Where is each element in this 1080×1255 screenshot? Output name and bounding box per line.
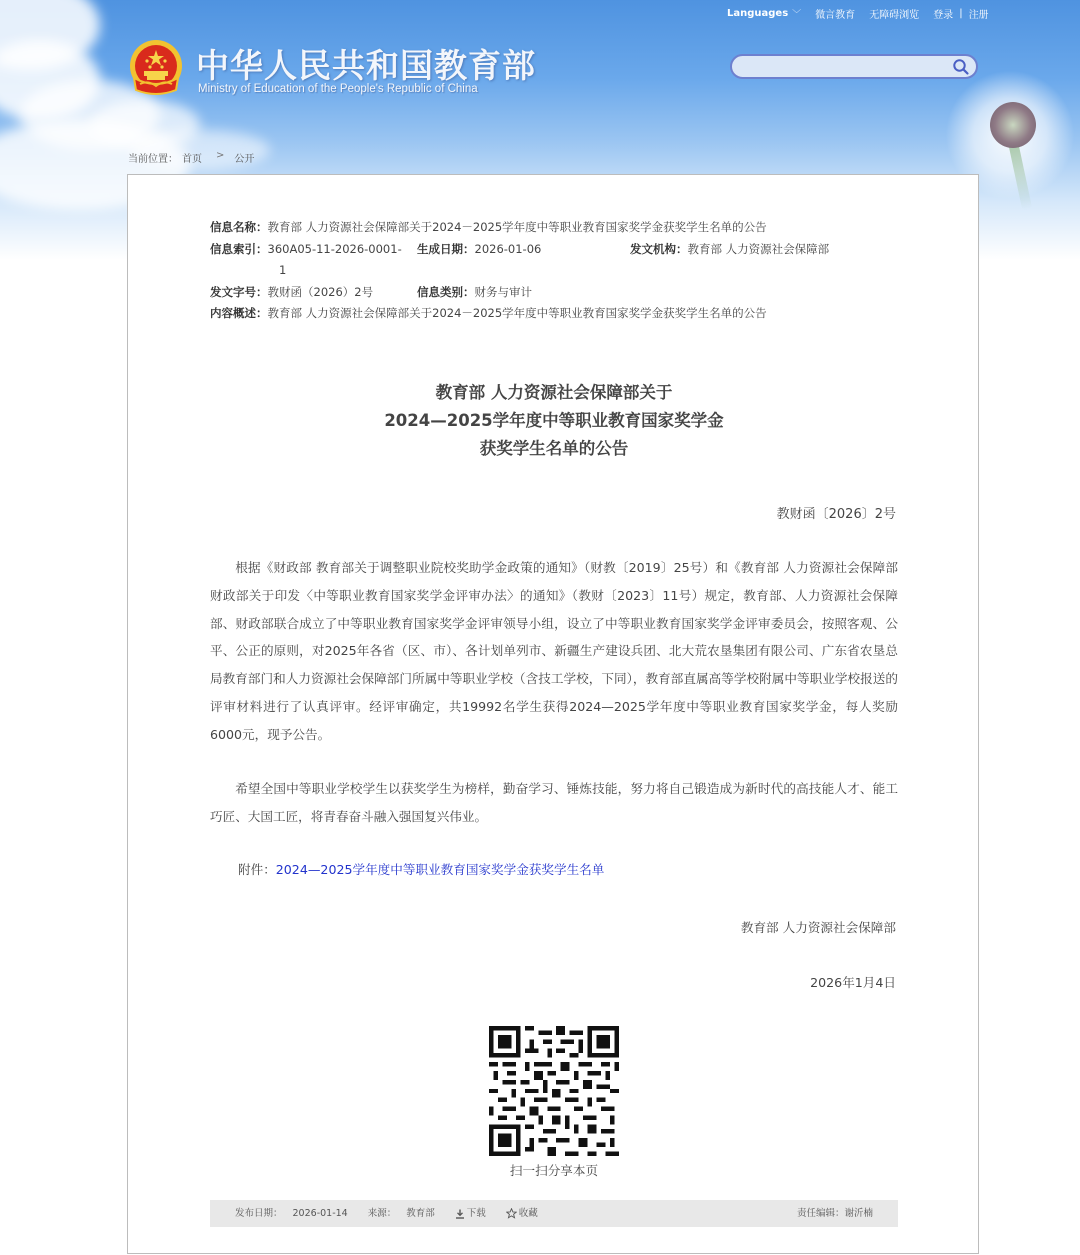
document-number: 教财函〔2026〕2号: [776, 507, 896, 522]
meta-summary-value: 教育部 人力资源社会保障部关于2024－2025学年度中等职业教育国家奖学金获奖学生名单的公告: [267, 306, 767, 320]
editor-label: 责任编辑：: [796, 1208, 845, 1219]
source-value: 教育部: [406, 1208, 435, 1219]
link-separator: |: [959, 8, 963, 19]
favorite-button[interactable]: [506, 1200, 548, 1227]
download-label: 下载: [466, 1208, 486, 1219]
title-line: 2024—2025学年度中等职业教育国家奖学金: [384, 411, 724, 430]
meta-name-value: 教育部 人力资源社会保障部关于2024－2025学年度中等职业教育国家奖学金获奖学生名单的公告: [267, 220, 767, 234]
breadcrumb: [128, 150, 258, 165]
qr-caption: 扫一扫分享本页: [509, 1163, 599, 1178]
search-box: [730, 54, 978, 79]
publish-date: 2026-01-14: [292, 1208, 348, 1219]
meta-issuer-label: 发文机构：: [630, 241, 688, 256]
info-metadata: [210, 217, 910, 325]
breadcrumb-label: 当前位置：: [128, 154, 178, 165]
document-signer: 教育部 人力资源社会保障部: [740, 920, 896, 935]
document-sign-date: 2026年1月4日: [810, 975, 896, 990]
meta-row-docno: [210, 282, 910, 304]
register-link[interactable]: 注册: [968, 10, 989, 21]
search-icon[interactable]: [952, 58, 970, 76]
meta-name-label: 信息名称：: [210, 220, 268, 234]
meta-row-index-cont: [210, 260, 910, 282]
meta-index-label: 信息索引：: [210, 241, 268, 256]
meta-docno-label: 发文字号：: [210, 284, 268, 299]
body-paragraph: 希望全国中等职业学校学生以获奖学生为榜样，勤奋学习、锤炼技能，努力将自己锻造成为新时代的高技能人才、能工巧匠、大国工匠，将青春奋斗融入强国复兴伟业。: [210, 781, 898, 824]
meta-row-summary: [210, 303, 910, 325]
article-footer: [210, 1200, 898, 1227]
breadcrumb-public[interactable]: 公开: [234, 154, 255, 165]
publish-date-label: 发布日期：: [235, 1208, 283, 1219]
meta-category-label: 信息类别：: [417, 284, 475, 299]
meta-summary-label: 内容概述：: [210, 306, 268, 320]
search-input[interactable]: [742, 58, 942, 76]
attachment-label: 附件：: [238, 862, 276, 877]
attachment: [238, 859, 604, 878]
languages-menu[interactable]: Languages: [727, 8, 789, 19]
meta-issuer-value: 教育部 人力资源社会保障部: [687, 241, 830, 256]
body-paragraph: 根据《财政部 教育部关于调整职业院校奖助学金政策的通知》（财教〔2019〕25号）和《教育部 人力资源社会保障部 财政部关于印发〈中等职业教育国家奖学金评审办法〉的通知》（教财〔2023〕11号）规定，教育部、人力资源社会保障部、财政部联合成立了中等职业教育国家奖学金评审领导小组，设立了中等职业教育国家奖学金评审委员会，按照客观、公平、公正的原则，对2025年各省（区、市）、各计划单列市、新疆生产建设兵团、北大荒农垦集团有限公司、广东省农垦总局教育部门和人力资源社会保障部门所属中等职业学校（含技工学校，下同），教育部直属高等学校附属中等职业学校报送的评审材料进行了认真评审。经评审确定，共19992名学生获得2024—2025学年度中等职业教育国家奖学金，每人奖励6000元，现予公告。: [210, 560, 898, 742]
site-title[interactable]: 中华人民共和国教育部: [196, 46, 536, 85]
meta-date-label: 生成日期：: [417, 241, 475, 256]
qr-code-icon: [489, 1026, 619, 1156]
breadcrumb-separator: >: [216, 150, 225, 161]
meta-row-name: [210, 217, 910, 239]
title-line: 获奖学生名单的公告: [479, 439, 629, 458]
article-card: [127, 174, 979, 1254]
attachment-link[interactable]: 2024—2025学年度中等职业教育国家奖学金获奖学生名单: [275, 862, 605, 877]
chevron-down-icon[interactable]: ﹀: [792, 10, 802, 20]
top-links: [727, 6, 1003, 21]
login-link[interactable]: 登录: [933, 10, 954, 21]
download-icon: [455, 1209, 465, 1219]
meta-row-index: [210, 239, 910, 261]
document-title: [128, 379, 980, 463]
meta-date-value: 2026-01-06: [474, 241, 542, 256]
meta-index-value-cont: 1: [279, 263, 287, 277]
title-line: 教育部 人力资源社会保障部关于: [435, 383, 673, 402]
weiyan-link[interactable]: 微言教育: [815, 10, 856, 21]
site-subtitle: Ministry of Education of the People's Republic of China: [198, 83, 478, 95]
breadcrumb-home[interactable]: 首页: [182, 154, 202, 165]
meta-index-value: 360A05-11-2026-0001-: [267, 241, 402, 256]
editor-name: 谢沂楠: [844, 1208, 873, 1219]
star-icon: [506, 1208, 517, 1219]
favorite-label: 收藏: [518, 1208, 538, 1219]
national-emblem-icon[interactable]: [128, 40, 184, 98]
source-label: 来源：: [367, 1208, 397, 1219]
meta-category-value: 财务与审计: [474, 284, 532, 299]
meta-docno-value: 教财函（2026）2号: [267, 284, 374, 299]
download-button[interactable]: [455, 1200, 496, 1227]
accessibility-link[interactable]: 无障碍浏览: [869, 10, 920, 21]
